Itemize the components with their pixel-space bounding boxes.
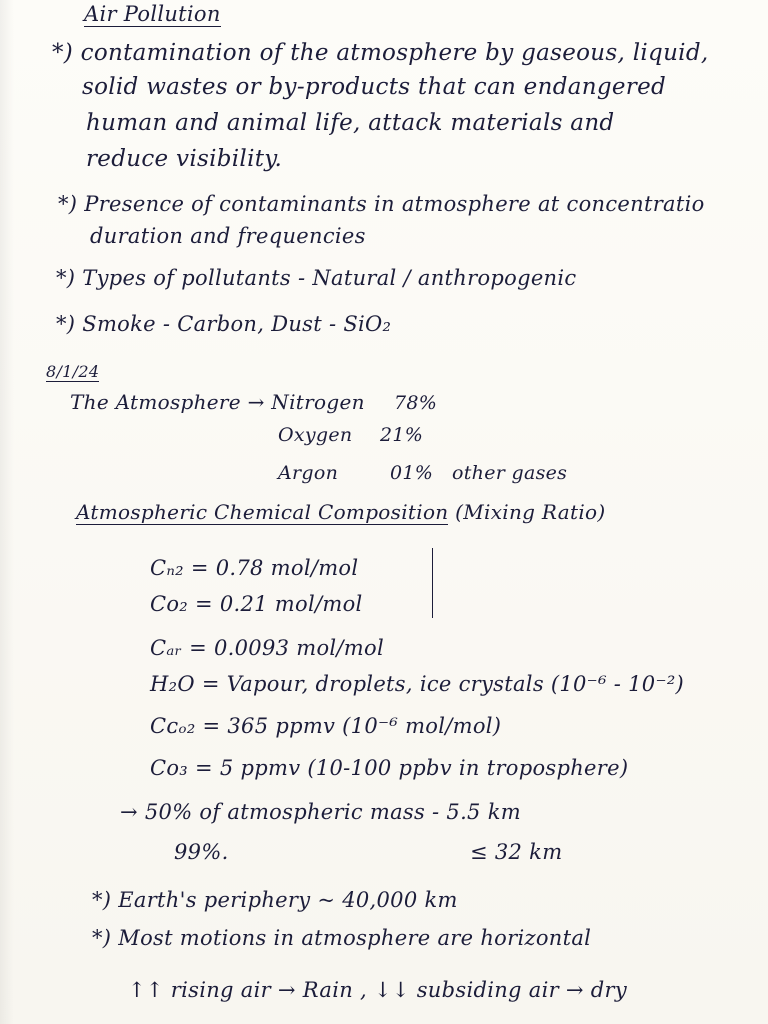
equation-co2: Cᴄₒ₂ = 365 ppmv (10⁻⁶ mol/mol) xyxy=(150,714,502,738)
note-date: 8/1/24 xyxy=(46,362,100,381)
bullet-line-7: *) Types of pollutants - Natural / anthropogenic xyxy=(56,266,577,290)
section-title xyxy=(76,500,605,524)
nitrogen-value: 78% xyxy=(394,392,438,414)
equation-water: H₂O = Vapour, droplets, ice crystals (10⁻⁶ - 10⁻²) xyxy=(150,672,685,696)
mass-line-2: 99%. xyxy=(174,840,229,864)
bullet-line-6: duration and frequencies xyxy=(90,224,366,248)
argon-label: Argon xyxy=(278,462,339,484)
bullet-line-8: *) Smoke - Carbon, Dust - SiO₂ xyxy=(56,312,392,336)
note-horizontal-motion: *) Most motions in atmosphere are horizontal xyxy=(92,926,592,950)
other-gases: other gases xyxy=(452,462,568,484)
equation-argon: Cₐᵣ = 0.0093 mol/mol xyxy=(150,636,384,660)
note-earth-periphery: *) Earth's periphery ~ 40,000 km xyxy=(92,888,458,912)
oxygen-label: Oxygen xyxy=(278,424,353,446)
mass-line-1: → 50% of atmospheric mass - 5.5 km xyxy=(120,800,521,824)
atmosphere-heading: The Atmosphere → Nitrogen xyxy=(70,390,365,414)
section-title-text: Atmospheric Chemical Composition xyxy=(76,500,449,524)
bullet-line-2: solid wastes or by-products that can endangered xyxy=(82,74,667,100)
bullet-line-1: *) contamination of the atmosphere by gaseous, liquid, xyxy=(52,40,709,66)
bullet-line-4: reduce visibility. xyxy=(86,146,283,172)
bracket-divider xyxy=(432,548,437,618)
oxygen-value: 21% xyxy=(380,424,424,446)
page-title: Air Pollution xyxy=(84,2,221,26)
equation-oxygen: Co₂ = 0.21 mol/mol xyxy=(150,592,363,616)
equation-ozone: Co₃ = 5 ppmv (10-100 ppbv in troposphere) xyxy=(150,756,629,780)
mass-line-2-value: ≤ 32 km xyxy=(470,840,563,864)
bullet-line-5: *) Presence of contaminants in atmosphere at concentratio xyxy=(58,192,705,216)
section-title-suffix: (Mixing Ratio) xyxy=(455,500,606,524)
equation-nitrogen: Cₙ₂ = 0.78 mol/mol xyxy=(150,556,359,580)
bullet-line-3: human and animal life, attack materials and xyxy=(86,110,615,136)
argon-value: 01% xyxy=(390,462,434,484)
note-rising-subsiding: ↑↑ rising air → Rain , ↓↓ subsiding air → dry xyxy=(128,978,628,1002)
